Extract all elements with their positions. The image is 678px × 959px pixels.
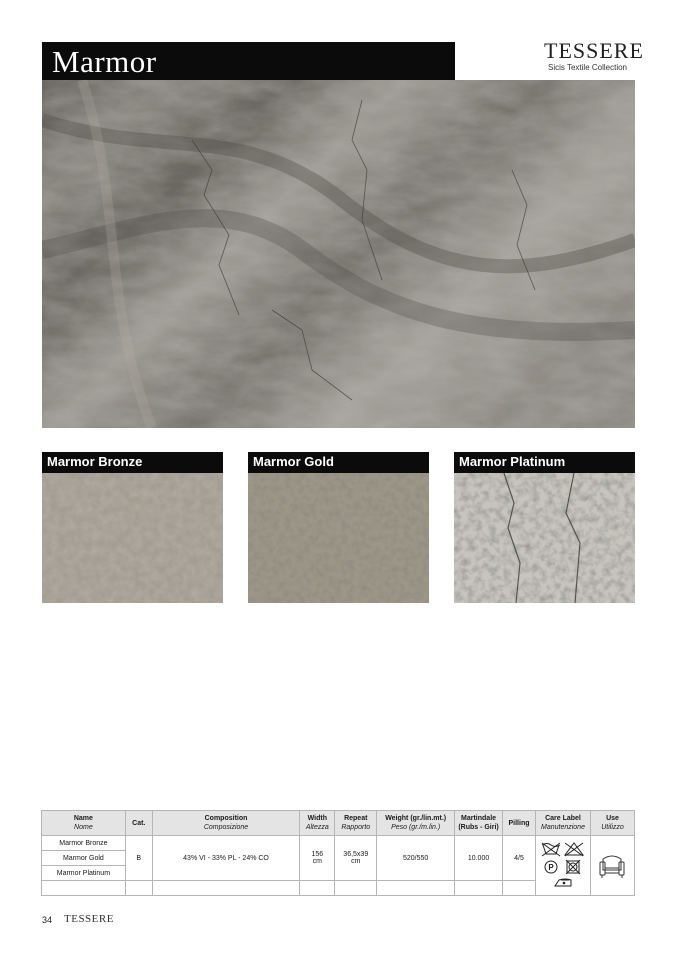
no-wash-icon (542, 843, 560, 856)
header-composition: Composition Composizione (152, 811, 300, 836)
swatch-label-platinum: Marmor Platinum (459, 454, 566, 469)
header-width: Width Altezza (300, 811, 335, 836)
header-martindale: Martindale (Rubs - Giri) (455, 811, 503, 836)
no-tumble-dry-icon (566, 860, 580, 874)
footer-brand-logo: TESSERE (64, 913, 114, 925)
cell-pilling: 4/5 (503, 836, 536, 881)
header-cat: Cat. (125, 811, 152, 836)
row-name: Marmor Gold (42, 851, 126, 866)
title-bar (42, 42, 455, 80)
header-pilling: Pilling (503, 811, 536, 836)
row-name: Marmor Platinum (42, 866, 126, 881)
swatch-label-gold: Marmor Gold (253, 454, 334, 469)
row-name: Marmor Bronze (42, 836, 126, 851)
brand-name: TESSERE (544, 38, 644, 63)
header-use: Use Utilizzo (590, 811, 634, 836)
brand-subtitle: Sicis Textile Collection (548, 63, 627, 72)
table-row (42, 836, 635, 851)
cell-composition: 43% VI - 33% PL - 24% CO (152, 836, 300, 881)
dry-clean-p-icon (545, 861, 557, 873)
page-title: Marmor (52, 44, 157, 79)
swatch-header-bronze (42, 452, 223, 473)
iron-low-icon (555, 879, 571, 886)
swatch-image-platinum (454, 473, 635, 603)
swatch-image-gold (248, 473, 429, 603)
page-number: 34 (42, 915, 53, 925)
spec-header-row (42, 811, 635, 836)
cell-weight: 520/550 (377, 836, 455, 881)
cell-care-icons (535, 836, 590, 896)
header-name: Name Nome (42, 811, 126, 836)
brand-logo (544, 38, 644, 74)
cell-width: 156 cm (300, 836, 335, 881)
swatch-header-gold (248, 452, 429, 473)
cell-repeat: 36,5x39 cm (335, 836, 377, 881)
swatch-header-platinum (454, 452, 635, 473)
spec-table (41, 810, 635, 896)
swatch-label-bronze: Marmor Bronze (47, 454, 143, 469)
cell-cat: B (125, 836, 152, 881)
header-care: Care Label Manutenzione (535, 811, 590, 836)
armchair-icon (597, 850, 627, 880)
header-weight: Weight (gr./lin.mt.) Peso (gr./m.lin.) (377, 811, 455, 836)
no-bleach-icon (565, 843, 583, 856)
header-repeat: Repeat Rapporto (335, 811, 377, 836)
svg-text:P: P (548, 862, 554, 872)
cell-use-icon (590, 836, 634, 896)
hero-fabric-image (42, 80, 635, 428)
swatch-image-bronze (42, 473, 223, 603)
cell-martindale: 10.000 (455, 836, 503, 881)
